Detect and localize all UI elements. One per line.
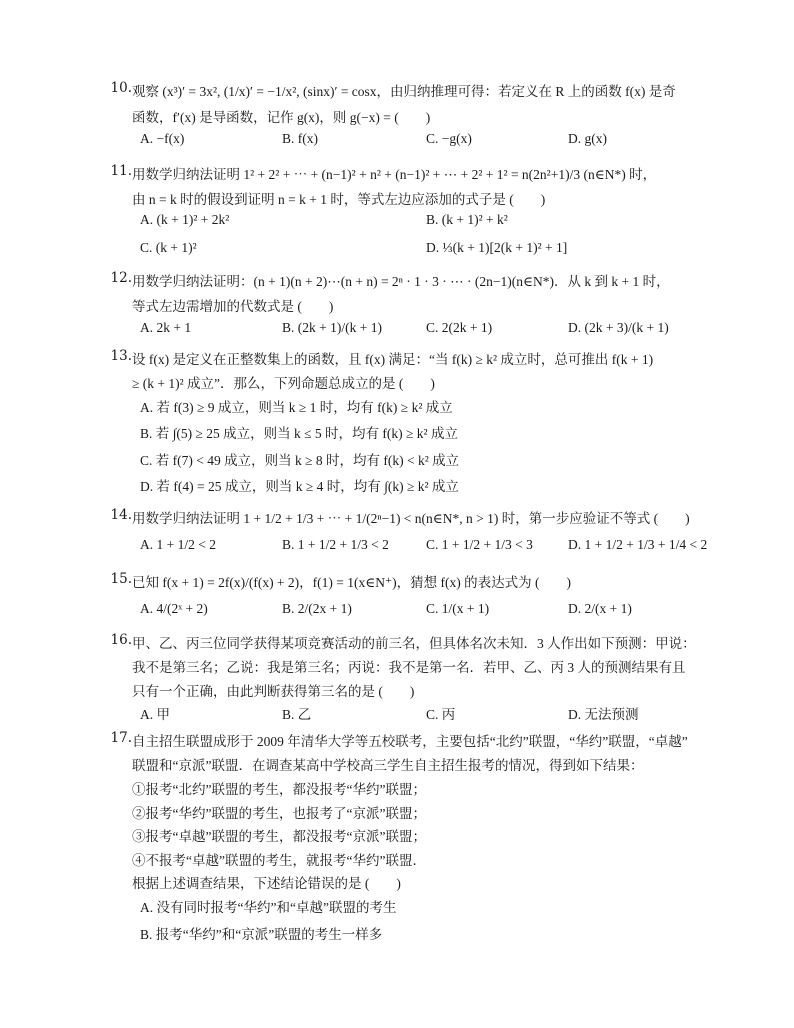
question-stem-line: 等式左边需增加的代数式是 ( )	[132, 299, 334, 314]
option-a: A. 没有同时报考“华约”和“卓越”联盟的考生	[140, 900, 397, 915]
option-d: D. 若 f(4) = 25 成立，则当 k ≥ 4 时，均有 ∫(k) ≥ k² 成立	[140, 479, 459, 494]
option-c: C. 2(2k + 1)	[426, 320, 493, 335]
option-d: D. 2/(x + 1)	[568, 601, 632, 616]
question-number: 13.	[110, 348, 132, 364]
question-stem-line: 函数，f′(x) 是导函数，记作 g(x)，则 g(−x) = ( )	[132, 110, 431, 125]
question-number: 14.	[110, 507, 132, 523]
option-a: A. (k + 1)² + 2k²	[140, 212, 230, 227]
option-c: C. 若 f(7) < 49 成立，则当 k ≥ 8 时，均有 f(k) < k² 成立	[140, 453, 460, 468]
option-b: B. (2k + 1)/(k + 1)	[282, 320, 382, 335]
option-a: A. 4/(2ˣ + 2)	[140, 601, 208, 616]
option-b: B. 若 ∫(5) ≥ 25 成立，则当 k ≤ 5 时，均有 f(k) ≥ k² 成立	[140, 426, 458, 441]
question-number: 11.	[110, 163, 132, 179]
question-stem-line: ④不报考“卓越”联盟的考生，就报考“华约”联盟．	[132, 853, 426, 868]
option-b: B. 乙	[282, 707, 312, 722]
option-c: C. (k + 1)²	[140, 240, 197, 255]
question-stem-line: 根据上述调查结果，下述结论错误的是 ( )	[132, 876, 401, 891]
question-stem-line: 我不是第三名；乙说：我是第三名；丙说：我不是第一名．若甲、乙、丙 3 人的预测结果有且	[132, 660, 686, 675]
question-number: 15.	[110, 571, 132, 587]
question-stem-line: ≥ (k + 1)² 成立”．那么，下列命题总成立的是 ( )	[132, 376, 435, 391]
question-number: 12.	[110, 270, 132, 286]
question-number: 10.	[110, 80, 132, 96]
option-c: C. 丙	[426, 707, 456, 722]
question-stem-line: ③报考“卓越”联盟的考生，都没报考“京派”联盟；	[132, 829, 426, 844]
question-stem-line: 观察 (x³)′ = 3x², (1/x)′ = −1/x², (sinx)′ = cosx，由归纳推理可得：若定义在 R 上的函数 f(x) 是奇	[132, 84, 676, 99]
question-stem-line: 用数学归纳法证明 1² + 2² + ⋯ + (n−1)² + n² + (n−1)² + ⋯ + 2² + 1² = n(2n²+1)/3 (n∈N*) 时，	[132, 167, 657, 182]
option-d: D. ⅓(k + 1)[2(k + 1)² + 1]	[426, 240, 568, 255]
question-stem-line: ①报考“北约”联盟的考生，都没报考“华约”联盟；	[132, 782, 426, 797]
question-stem-line: 设 f(x) 是定义在正整数集上的函数，且 f(x) 满足：“当 f(k) ≥ k² 成立时，总可推出 f(k + 1)	[132, 352, 654, 367]
option-d: D. g(x)	[568, 131, 607, 146]
question-stem-line: 只有一个正确，由此判断获得第三名的是 ( )	[132, 684, 415, 699]
option-c: C. 1/(x + 1)	[426, 601, 490, 616]
question-stem-line: 甲、乙、丙三位同学获得某项竞赛活动的前三名，但具体名次未知．3 人作出如下预测：甲说：	[132, 636, 696, 651]
option-a: A. 若 f(3) ≥ 9 成立，则当 k ≥ 1 时，均有 f(k) ≥ k² 成立	[140, 400, 453, 415]
question-stem-line: ②报考“华约”联盟的考生，也报考了“京派”联盟；	[132, 806, 426, 821]
option-b: B. 2/(2x + 1)	[282, 601, 352, 616]
option-d: D. 1 + 1/2 + 1/3 + 1/4 < 2	[568, 537, 708, 552]
option-a: A. 甲	[140, 707, 170, 722]
question-stem-line: 由 n = k 时的假设到证明 n = k + 1 时，等式左边应添加的式子是 ( )	[132, 192, 546, 207]
question-stem-line: 自主招生联盟成形于 2009 年清华大学等五校联考，主要包括“北约”联盟，“华约”联盟，“卓越”	[132, 734, 688, 749]
option-a: A. 1 + 1/2 < 2	[140, 537, 216, 552]
question-stem-line: 已知 f(x + 1) = 2f(x)/(f(x) + 2)，f(1) = 1(x∈N⁺)，猜想 f(x) 的表达式为 ( )	[132, 575, 571, 590]
option-c: C. −g(x)	[426, 131, 472, 146]
option-d: D. 无法预测	[568, 707, 639, 722]
option-b: B. 1 + 1/2 + 1/3 < 2	[282, 537, 389, 552]
option-a: A. −f(x)	[140, 131, 185, 146]
question-stem-line: 用数学归纳法证明 1 + 1/2 + 1/3 + ⋯ + 1/(2ⁿ−1) < n(n∈N*, n > 1) 时，第一步应验证不等式 ( )	[132, 511, 690, 526]
question-number: 16.	[110, 632, 132, 648]
option-a: A. 2k + 1	[140, 320, 192, 335]
option-b: B. f(x)	[282, 131, 318, 146]
option-c: C. 1 + 1/2 + 1/3 < 3	[426, 537, 533, 552]
question-stem-line: 用数学归纳法证明：(n + 1)(n + 2)⋯(n + n) = 2ⁿ · 1 · 3 · ⋯ · (2n−1)(n∈N*)．从 k 到 k + 1 时，	[132, 274, 670, 289]
option-b: B. 报考“华约”和“京派”联盟的考生一样多	[140, 927, 383, 942]
option-b: B. (k + 1)² + k²	[426, 212, 508, 227]
question-number: 17.	[110, 730, 132, 746]
question-stem-line: 联盟和“京派”联盟．在调查某高中学校高三学生自主招生报考的情况，得到如下结果：	[132, 758, 644, 773]
option-d: D. (2k + 3)/(k + 1)	[568, 320, 669, 335]
